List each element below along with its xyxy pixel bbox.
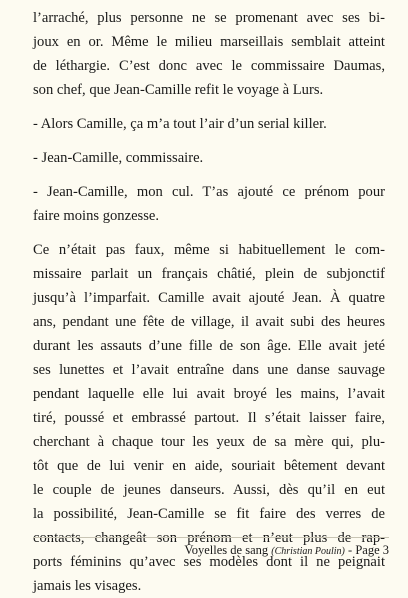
text-line: - Jean-Camille, mon cul. T’as ajouté ce prénom pour xyxy=(33,184,385,200)
text-line: l’arraché, plus personne ne se promenant avec ses bi- xyxy=(33,10,385,26)
text-line: cherchant à chaque tour les yeux de sa mère qui, plu- xyxy=(33,434,385,450)
body-text xyxy=(33,6,385,598)
text-line: ports féminins qu’avec ses modèles dont il ne peignait xyxy=(33,554,385,570)
paragraph-gap xyxy=(33,228,385,238)
book-author: (Christian Poulin) xyxy=(271,546,345,557)
text-line: joux en or. Même le milieu marseillais semblait atteint xyxy=(33,34,385,50)
text-line: durant les assauts d’une fille de son âge. Elle avait jeté xyxy=(33,338,385,354)
paragraph xyxy=(33,6,385,102)
paragraph xyxy=(33,146,385,170)
text-line: missaire parlait un français châtié, plein de subjonctif xyxy=(33,266,385,282)
text-line: faire moins gonzesse. xyxy=(33,208,160,224)
text-line: - Jean-Camille, commissaire. xyxy=(33,150,204,166)
text-line: contacts, changeât son prénom et n’eut plus de rap- xyxy=(33,530,385,546)
paragraph-gap xyxy=(33,170,385,180)
text-line: jamais les visages. xyxy=(33,578,142,594)
paragraph xyxy=(33,180,385,228)
paragraph-gap xyxy=(33,136,385,146)
footer-separator: - xyxy=(348,543,353,557)
text-line: tôt que de lui venir en aide, souriait bêtement devant xyxy=(33,458,385,474)
text-line: - Alors Camille, ça m’a tout l’air d’un serial killer. xyxy=(33,116,327,132)
text-line: la possibilité, Jean-Camille se fit faire des verres de xyxy=(33,506,385,522)
footer-rule xyxy=(33,537,389,538)
paragraph-gap xyxy=(33,102,385,112)
text-line: de léthargie. C’est donc avec le commissaire Daumas, xyxy=(33,58,385,74)
text-line: pendant laquelle elle lui avait broyé les mains, l’avait xyxy=(33,386,385,402)
text-line: ses lunettes et l’avait entraîne dans une danse sauvage xyxy=(33,362,385,378)
paragraph xyxy=(33,112,385,136)
page-number: Page 3 xyxy=(355,543,389,557)
text-line: ans, pendant une fête de village, il avait subi des heures xyxy=(33,314,385,330)
text-line: le couple de jeunes danseurs. Aussi, dès qu’il en eut xyxy=(33,482,385,498)
text-line: son chef, que Jean-Camille refit le voyage à Lurs. xyxy=(33,82,324,98)
text-line: jusqu’à l’imparfait. Camille avait ajouté Jean. À quatre xyxy=(33,290,385,306)
book-title: Voyelles de sang xyxy=(184,543,269,557)
text-line: tiré, poussé et embrassé partout. Il s’était laisser faire, xyxy=(33,410,385,426)
text-line: Ce n’était pas faux, même si habituellement le com- xyxy=(33,242,385,258)
page-footer xyxy=(184,542,389,560)
